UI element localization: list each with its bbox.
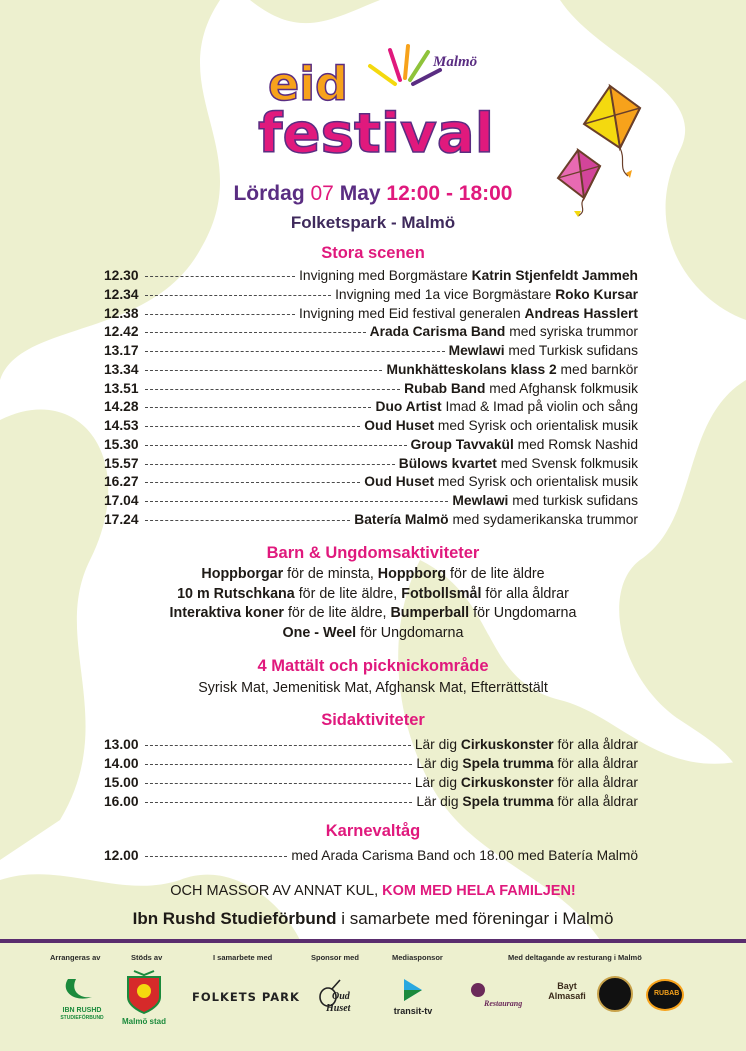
leader-dots	[145, 389, 401, 390]
barn-activity-line	[0, 586, 746, 602]
event-venue: Folketspark - Malmö	[290, 213, 456, 232]
leader-dots	[145, 370, 383, 371]
description-text: med barnkör	[556, 361, 638, 377]
performer-name: Bülows kvartet	[398, 455, 497, 471]
event-time: 12:00 - 18:00	[386, 182, 513, 205]
activity-text: för de minsta,	[283, 566, 378, 582]
description-text: Lär dig	[414, 775, 461, 790]
side-activity-row	[104, 792, 638, 811]
activity-name: Bumperball	[390, 605, 470, 621]
description-text: för alla åldrar	[553, 775, 638, 790]
activity-text: för Ungdomarna	[469, 605, 577, 621]
leader-dots	[145, 501, 449, 502]
ibn-rushd-logo-icon	[62, 975, 100, 1005]
stage-time: 14.28	[104, 399, 139, 415]
carnival-row	[104, 846, 638, 865]
activity-name: Hoppborg	[377, 566, 447, 582]
activity-name: One - Weel	[282, 624, 357, 641]
carnival-time: 12.00	[104, 848, 139, 863]
leader-dots	[145, 276, 296, 277]
description-text: Lär dig	[414, 737, 461, 752]
stage-time: 12.30	[104, 268, 139, 283]
side-activity-time: 14.00	[104, 756, 139, 771]
stage-row	[104, 266, 638, 285]
description-text: Lär dig	[416, 794, 463, 809]
performer-name: Group Tavvakül	[410, 436, 514, 452]
folkets-park-logo: FOLKETS PARK	[192, 990, 300, 1004]
oud-huset-text-2: Huset	[326, 1003, 351, 1014]
side-activity-row	[104, 735, 638, 754]
restaurang-text: Restaurang	[484, 999, 523, 1008]
performer-name: Duo Artist	[375, 399, 442, 415]
stage-time: 13.51	[104, 380, 139, 396]
stage-description	[375, 399, 638, 414]
firework-icon	[370, 46, 440, 84]
carnival-description	[291, 848, 638, 863]
stage-description	[404, 381, 638, 396]
stage-time: 12.38	[104, 305, 139, 321]
stage-description	[354, 512, 638, 527]
stage-description	[370, 324, 638, 339]
activity-name: Hoppborgar	[201, 566, 284, 582]
stage-time: 13.34	[104, 361, 139, 377]
event-month: May	[339, 182, 381, 205]
label-arrangeras: Arrangeras av	[50, 953, 101, 962]
description-text: med Arada Carisma Band och 18.00 med Batería Malmö	[291, 848, 638, 863]
stage-time: 17.24	[104, 511, 139, 527]
activity-text: för de lite äldre	[446, 566, 545, 582]
stage-row	[104, 322, 638, 341]
description-text: med Syrisk och orientalisk musik	[434, 474, 638, 490]
stora-scenen-title: Stora scenen	[321, 244, 425, 262]
activity-name: Interaktiva koner	[169, 605, 284, 621]
label-resturang: Med deltagande av resturang i Malmö	[508, 953, 642, 962]
side-activity-description	[415, 775, 638, 790]
stage-description	[335, 287, 638, 302]
stage-description	[386, 362, 638, 377]
barn-title: Barn & Ungdomsaktiviteter	[266, 544, 480, 562]
performer-name: Roko Kursar	[555, 286, 638, 302]
stage-time: 13.17	[104, 343, 139, 358]
leader-dots	[145, 407, 372, 408]
stage-description	[299, 306, 638, 321]
leader-dots	[145, 802, 413, 803]
stage-row	[104, 285, 638, 304]
side-activity-row	[104, 773, 638, 792]
leader-dots	[145, 520, 351, 521]
description-text: Invigning med Borgmästare	[299, 268, 472, 283]
leader-dots	[145, 745, 411, 746]
description-text: med Afghansk folkmusik	[485, 380, 638, 396]
side-activity-row	[104, 754, 638, 773]
activity-text: för Ungdomarna	[356, 624, 464, 641]
stage-time: 12.42	[104, 324, 139, 340]
performer-name: Rubab Band	[404, 380, 486, 396]
tagline-normal: OCH MASSOR AV ANNAT KUL,	[170, 883, 383, 899]
event-day: Lördag	[233, 182, 305, 205]
malmo-stad-crest-icon	[124, 969, 164, 1015]
tagline-highlight: KOM MED HELA FAMILJEN!	[382, 883, 576, 899]
eid-festival-logo	[250, 40, 500, 168]
description-text: för alla åldrar	[553, 756, 638, 771]
transit-tv-text: transit-tv	[393, 1006, 433, 1016]
festival-wordmark: festival	[258, 102, 494, 165]
performer-name: Spela trumma	[462, 756, 554, 771]
leader-dots	[145, 426, 361, 427]
leader-dots	[145, 332, 366, 333]
leader-dots	[145, 351, 445, 352]
performer-name: Spela trumma	[462, 794, 554, 809]
malmo-stad-text: Malmö stad	[122, 1017, 167, 1026]
label-samarbete: I samarbete med	[213, 953, 273, 962]
performer-name: Oud Huset	[364, 474, 435, 490]
organizer-rest: i samarbete med föreningar i Malmö	[336, 909, 614, 928]
stage-description	[299, 268, 638, 283]
side-activity-description	[415, 737, 638, 752]
leader-dots	[145, 856, 288, 857]
oud-huset-text-1: Oud	[332, 991, 350, 1002]
mat-text: Syrisk Mat, Jemenitisk Mat, Afghansk Mat, Efterrättstält	[198, 680, 548, 696]
stage-description	[364, 418, 638, 433]
description-text: Lär dig	[416, 756, 463, 771]
ibn-rushd-logo-text: IBN RUSHD	[62, 1007, 102, 1014]
karneval-title: Karnevaltåg	[325, 822, 421, 840]
label-sponsor: Sponsor med	[311, 953, 359, 962]
performer-name: Cirkuskonster	[460, 737, 554, 752]
stage-time: 12.34	[104, 286, 139, 302]
description-text: med Turkisk sufidans	[504, 343, 638, 358]
stage-row	[104, 416, 638, 435]
label-media: Mediasponsor	[392, 953, 443, 962]
side-activity-time: 16.00	[104, 794, 139, 809]
event-date	[0, 182, 746, 206]
performer-name: Mewlawi	[448, 343, 505, 358]
barn-activity-line	[0, 605, 746, 621]
stage-description	[449, 343, 638, 358]
stage-row	[104, 397, 638, 416]
stage-row	[104, 379, 638, 398]
stage-row	[104, 472, 638, 491]
stage-row	[104, 510, 638, 529]
barn-activity-line	[0, 625, 746, 641]
description-text: med sydamerikanska trummor	[448, 511, 638, 527]
leader-dots	[145, 783, 411, 784]
description-text: för alla åldrar	[553, 794, 638, 809]
stage-time: 16.27	[104, 474, 139, 490]
description-text: Invigning med Eid festival generalen	[299, 305, 525, 321]
restaurant-round-logo	[597, 976, 633, 1012]
description-text: med turkisk sufidans	[508, 493, 638, 508]
performer-name: Katrin Stjenfeldt Jammeh	[471, 268, 638, 283]
organizer-line	[0, 909, 746, 929]
performer-name: Mewlawi	[452, 493, 509, 508]
play-icon	[402, 977, 424, 1003]
performer-name: Munkhätteskolans klass 2	[386, 361, 557, 377]
eid-wordmark: eid	[268, 57, 348, 111]
ibn-rushd-logo-sub: STUDIEFÖRBUND	[60, 1015, 104, 1021]
stage-description	[452, 493, 638, 508]
stage-row	[104, 304, 638, 323]
performer-name: Arada Carisma Band	[369, 324, 506, 340]
stage-row	[104, 491, 638, 510]
description-text: med Syrisk och orientalisk musik	[434, 418, 638, 433]
description-text: Invigning med 1a vice Borgmästare	[335, 286, 556, 302]
barn-activity-line	[0, 566, 746, 582]
leader-dots	[145, 314, 295, 315]
stage-time: 14.53	[104, 418, 139, 433]
activity-text: för de lite äldre,	[283, 605, 391, 621]
performer-name: Andreas Hasslert	[524, 305, 638, 321]
description-text: med Romsk Nashid	[513, 436, 638, 452]
leader-dots	[145, 295, 332, 296]
stage-row	[104, 435, 638, 454]
performer-name: Batería Malmö	[354, 511, 449, 527]
stage-description	[364, 474, 638, 489]
organizer-name: Ibn Rushd Studieförbund	[132, 909, 337, 928]
tagline	[0, 883, 746, 899]
activity-name: Fotbollsmål	[401, 585, 482, 602]
description-text: för alla åldrar	[553, 737, 638, 752]
description-text: med syriska trummor	[505, 324, 638, 340]
side-activity-time: 13.00	[104, 737, 139, 752]
activity-name: 10 m Rutschkana	[177, 585, 295, 602]
rubab-logo-text: RUBAB	[654, 990, 680, 997]
stage-time: 17.04	[104, 493, 139, 508]
leader-dots	[145, 464, 395, 465]
stage-row	[104, 454, 638, 473]
leader-dots	[145, 764, 413, 765]
side-activity-time: 15.00	[104, 775, 139, 790]
sponsor-footer	[0, 943, 746, 1051]
event-date-num: 07	[310, 182, 334, 205]
restaurang-logo-icon	[471, 983, 485, 997]
stage-row	[104, 341, 638, 360]
mat-title: 4 Mattält och picknickområde	[257, 657, 489, 675]
performer-name: Cirkuskonster	[460, 775, 554, 790]
bayt-almasafi-logo: Bayt Almasafi	[548, 981, 586, 1001]
stage-description	[399, 456, 638, 471]
activity-text: för alla åldrar	[481, 585, 569, 602]
performer-name: Oud Huset	[364, 418, 435, 433]
description-text: med Svensk folkmusik	[496, 455, 638, 471]
activity-text: för de lite äldre,	[294, 585, 402, 602]
city-wordmark: Malmö	[433, 54, 478, 70]
description-text: Imad & Imad på violin och sång	[441, 399, 638, 415]
sidaktiviteter-title: Sidaktiviteter	[321, 711, 425, 729]
leader-dots	[145, 445, 407, 446]
side-activity-description	[416, 794, 638, 809]
label-stods: Stöds av	[131, 953, 163, 962]
stage-time: 15.30	[104, 436, 139, 452]
side-activity-description	[416, 756, 638, 771]
stage-description	[411, 437, 638, 452]
leader-dots	[145, 482, 361, 483]
stage-time: 15.57	[104, 455, 139, 471]
stage-row	[104, 360, 638, 379]
